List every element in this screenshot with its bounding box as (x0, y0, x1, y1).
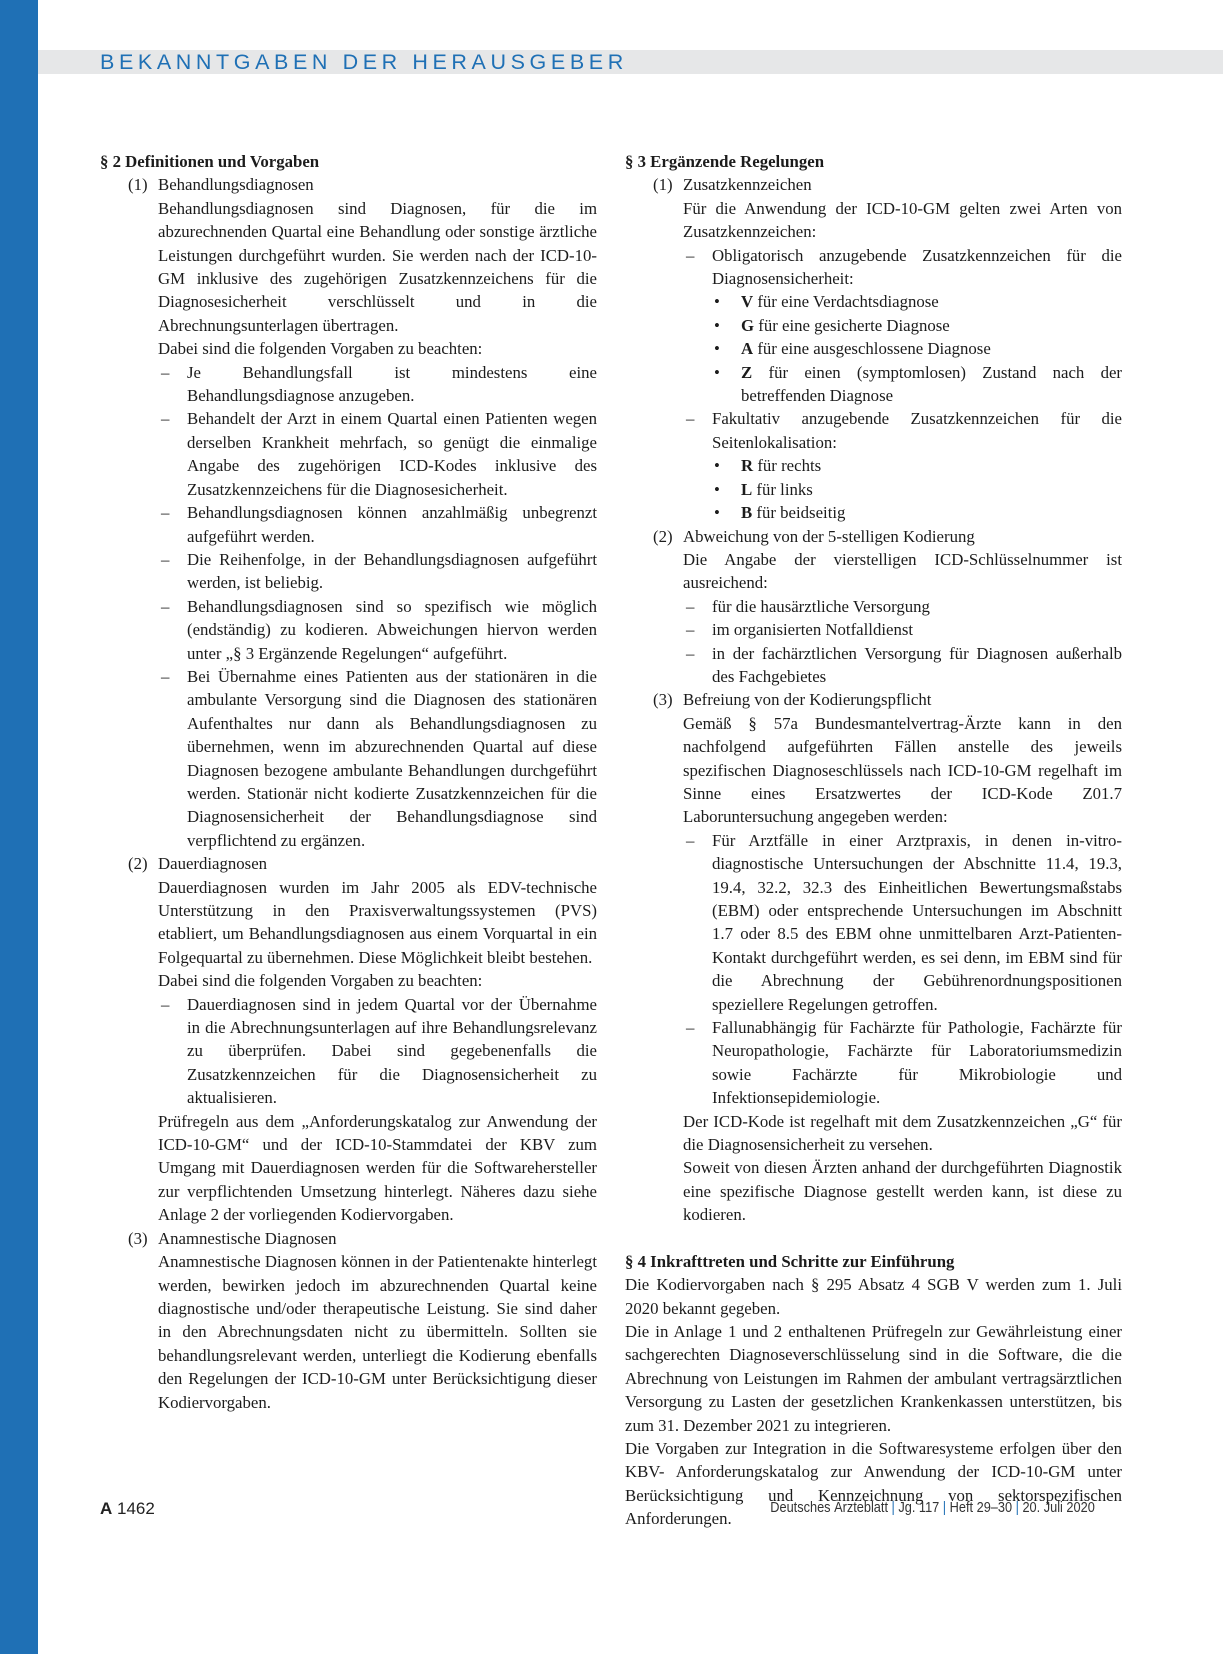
bullet-item-z (712, 361, 1122, 408)
item-number: (1) (128, 175, 148, 195)
dash-list-item (683, 244, 1122, 408)
paragraph: Die Kodiervorgaben nach § 295 Absatz 4 SGB V werden zum 1. Juli 2020 bekannt gegeben. (625, 1275, 1122, 1318)
item-number: (2) (653, 526, 673, 546)
item-number: (1) (653, 175, 673, 195)
code-letter: R (741, 456, 754, 476)
paragraph: Behandlungsdiagnosen sind Diagnosen, für die im abzurechnenden Quartal eine Behandlung oder sonstige ärztliche Leistungen durchgeführt wurden. Sie werden nach der ICD-10-GM inklusive des zugehörigen Zusatzkennzeichens für die Diagnosesicherheit verschlüsselt und in die Abrechnungsunterlagen übertragen. (158, 198, 597, 335)
item-heading: Behandlungsdiagnosen (158, 175, 314, 195)
section-3-title: § 3 Ergänzende Regelungen (625, 152, 825, 171)
dash-list-item: – Bei Übernahme eines Patienten aus der stationären in die ambulante Versorgung sind die Diagnosen des stationären Aufenthaltes nur dann als Behandlungsdiagnosen zu übernehmen, wenn im abzurechnenden Quartal auf diese Diagnosen bezogene ambulante Behandlungen durchgeführt werden. Stationär nicht kodierte Zusatzkennzeichen für die Diagnosensicherheit der Behandlungsdiagnose sind verpflichtend zu ergänzen. (158, 665, 597, 852)
item-dauerdiagnosen (100, 852, 597, 1227)
paragraph: Gemäß § 57a Bundesmantelvertrag-Ärzte kann in den nachfolgend aufgeführten Fällen anstelle des jeweils spezifischen Diagnoseschlüssels nach ICD-10-GM regelhaft im Sinne eines Ersatzwertes der ICD-Kode Z01.7 Laboruntersuchung angegeben werden: (683, 713, 1122, 827)
item-number: (3) (653, 690, 673, 710)
item-heading: Dauerdiagnosen (158, 854, 268, 874)
paragraph: Dabei sind die folgenden Vorgaben zu beachten: (158, 339, 483, 359)
separator: | (942, 1500, 947, 1516)
item-heading: Anamnestische Diagnosen (158, 1228, 337, 1248)
paragraph: Der ICD-Kode ist regelhaft mit dem Zusatzkennzeichen „G“ für die Diagnosensicherheit zu versehen. (683, 1111, 1122, 1155)
section-4-title: § 4 Inkrafttreten und Schritte zur Einführung (625, 1251, 955, 1271)
blue-sidebar-bar (0, 0, 38, 1654)
separator: | (891, 1500, 896, 1516)
bullet-item-r (712, 454, 1122, 477)
paragraph: Prüfregeln aus dem „Anforderungskatalog zur Anwendung der ICD-10-GM“ und der ICD-10-Stammdatei der KBV zum Umgang mit Dauerdiagnosen werden für die Softwarehersteller zur verpflichtenden Umsetzung hinterlegt. Näheres dazu siehe Anlage 2 der vorliegenden Kodiervorgaben. (158, 1111, 597, 1225)
bullet-item-v (712, 290, 1122, 313)
code-description: für eine gesicherte Diagnose (754, 315, 950, 335)
paragraph: Dabei sind die folgenden Vorgaben zu beachten: (158, 971, 483, 991)
bullet-item-l (712, 478, 1122, 501)
code-letter: B (741, 503, 753, 523)
paragraph: Anamnestische Diagnosen können in der Patientenakte hinterlegt werden, bewirken jedoch im abzurechnenden Quartal keine diagnostische und/oder therapeutische Leistung. Sie sind daher in den Abrechnungsdaten nicht zu übermitteln. Sollten sie behandlungsrelevant werden, unterliegt die Kodierung ebenfalls den Regelungen der ICD-10-GM unter Berücksichtigung dieser Kodiervorgaben. (158, 1252, 597, 1412)
dash-list-item: – Je Behandlungsfall ist mindestens eine Behandlungsdiagnose anzugeben. (158, 361, 597, 408)
dash-list-item: – Die Reihenfolge, in der Behandlungsdiagnosen aufgeführt werden, ist beliebig. (158, 548, 597, 595)
right-column (625, 150, 1122, 1531)
dash-list-text: Fakultativ anzugebende Zusatzkennzeichen für die Seitenlokalisation: (712, 409, 1122, 452)
dash-list-item: – Behandlungsdiagnosen sind so spezifisch wie möglich (endständig) zu kodieren. Abweichungen hiervon werden unter „§ 3 Ergänzende Regelungen“ aufgeführt. (158, 595, 597, 665)
item-zusatzkennzeichen (625, 173, 1122, 524)
item-number: (3) (128, 1228, 148, 1248)
code-description: für einen (symptomlosen) Zustand nach der betreffenden Diagnose (741, 362, 1122, 406)
section-header-title: BEKANNTGABEN DER HERAUSGEBER (100, 50, 628, 74)
section-spacer (625, 1227, 1122, 1250)
item-behandlungsdiagnosen (100, 173, 597, 852)
paragraph: Dauerdiagnosen wurden im Jahr 2005 als EDV-technische Unterstützung in den Praxisverwaltungssystemen (PVS) etabliert, um Behandlungsdiagnosen aus einem Vorquartal in ein Folgequartal zu übernehmen. Diese Möglichkeit bleibt bestehen. (158, 877, 597, 967)
code-letter: V (741, 292, 754, 312)
journal-issue: Heft 29–30 (949, 1500, 1013, 1516)
journal-name: Deutsches Ärzteblatt (770, 1500, 889, 1516)
dash-list-item (683, 407, 1122, 524)
dash-list-item: – Für Arztfälle in einer Arztpraxis, in denen in-vitro-diagnostische Untersuchungen der Abschnitte 11.4, 19.3, 19.4, 32.2, 32.3 des Einheitlichen Bewertungsmaßstabs (EBM) oder entsprechende Untersuchungen im Abschnitt 1.7 oder 8.5 des EBM ohne unmittelbaren Arzt-Patienten-Kontakt durchgeführt werden, es sei denn, im EBM sind für die Abrechnung der Gebührenordnungspositionen speziellere Regelungen getroffen. (683, 829, 1122, 1016)
code-description: für eine Verdachtsdiagnose (753, 292, 939, 312)
page-number (100, 1499, 155, 1519)
dash-list-text: Obligatorisch anzugebende Zusatzkennzeichen für die Diagnosensicherheit: (712, 245, 1122, 289)
paragraph: Für die Anwendung der ICD-10-GM gelten zwei Arten von Zusatzkennzeichen: (683, 198, 1122, 242)
item-befreiung (625, 688, 1122, 1226)
item-heading: Zusatzkennzeichen (683, 175, 812, 195)
paragraph: Soweit von diesen Ärzten anhand der durchgeführten Diagnostik eine spezifische Diagnose gestellt werden kann, ist diese zu kodieren. (683, 1158, 1122, 1225)
dash-list-item: – im organisierten Notfalldienst (683, 618, 1122, 641)
journal-info (770, 1500, 1095, 1516)
item-number: (2) (128, 854, 148, 874)
section-2-title: § 2 Definitionen und Vorgaben (100, 152, 320, 171)
journal-date: 20. Juli 2020 (1022, 1500, 1095, 1516)
dash-list-item: – für die hausärztliche Versorgung (683, 595, 1122, 618)
code-description: für links (752, 479, 813, 499)
separator: | (1015, 1500, 1020, 1516)
code-description: für beidseitig (752, 503, 846, 523)
paragraph: Die in Anlage 1 und 2 enthaltenen Prüfregeln zur Gewährleistung einer sachgerechten Diagnoseverschlüsselung sind in die Software, die die Abrechnung von Leistungen im Rahmen der ambulant vertragsärztlichen Versorgung zu Lasten der gesetzlichen Krankenkassen unterstützen, bis zum 31. Dezember 2021 zu integrieren. (625, 1321, 1122, 1435)
left-column (100, 150, 597, 1414)
journal-volume: Jg. 117 (898, 1500, 940, 1516)
code-description: für eine ausgeschlossene Diagnose (753, 339, 991, 359)
dash-list-item: – Dauerdiagnosen sind in jedem Quartal vor der Übernahme in die Abrechnungsunterlagen auf ihre Behandlungsrelevanz zu überprüfen. Dabei sind gegebenenfalls die Zusatzkennzeichen für die Diagnosensicherheit zu aktualisieren. (158, 993, 597, 1110)
page-prefix: A (100, 1499, 113, 1518)
bullet-item-g (712, 314, 1122, 337)
bullet-item-a (712, 337, 1122, 360)
item-abweichung (625, 525, 1122, 689)
paragraph: Die Angabe der vierstelligen ICD-Schlüsselnummer ist ausreichend: (683, 549, 1122, 593)
dash-list-item: – Behandelt der Arzt in einem Quartal einen Patienten wegen derselben Krankheit mehrfach, so genügt die einmalige Angabe des zugehörigen ICD-Kodes inklusive des Zusatzkennzeichens für die Diagnosesicherheit. (158, 407, 597, 501)
code-description: für rechts (753, 456, 822, 476)
dash-list-item: – Fallunabhängig für Fachärzte für Pathologie, Fachärzte für Neuropathologie, Fachärzte für Laboratoriumsmedizin sowie Fachärzte für Mikrobiologie und Infektionsepidemiologie. (683, 1016, 1122, 1110)
code-letter: G (741, 315, 755, 335)
dash-list-item: – in der fachärztlichen Versorgung für Diagnosen außerhalb des Fachgebietes (683, 642, 1122, 689)
paragraph: Die Vorgaben zur Integration in die Softwaresysteme erfolgen über den KBV- Anforderungskatalog zur Anwendung der ICD-10-GM unter Berücksichtigung und Kennzeichnung von sektorspezifischen Anforderungen. (625, 1438, 1122, 1529)
bullet-item-b (712, 501, 1122, 524)
item-anamnestische-diagnosen (100, 1227, 597, 1414)
item-heading: Befreiung von der Kodierungspflicht (683, 690, 932, 710)
item-heading: Abweichung von der 5-stelligen Kodierung (683, 526, 975, 546)
page-number-value: 1462 (117, 1499, 155, 1518)
code-letter: L (741, 479, 753, 499)
code-letter: A (741, 339, 754, 359)
code-letter: Z (741, 362, 753, 382)
dash-list-item: – Behandlungsdiagnosen können anzahlmäßig unbegrenzt aufgeführt werden. (158, 501, 597, 548)
